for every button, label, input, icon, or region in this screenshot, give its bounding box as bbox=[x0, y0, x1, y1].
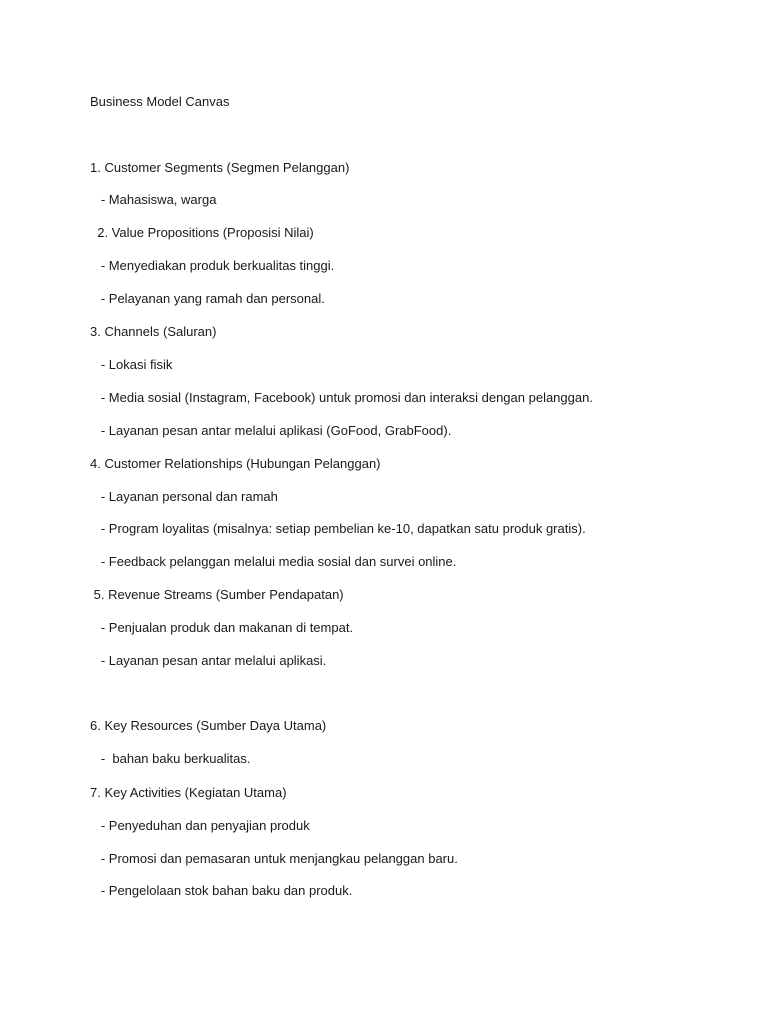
list-item: - Program loyalitas (misalnya: setiap pembelian ke-10, dapatkan satu produk gratis). bbox=[90, 521, 586, 536]
section-heading-value-propositions: 2. Value Propositions (Proposisi Nilai) bbox=[90, 225, 314, 240]
list-item: - Penjualan produk dan makanan di tempat. bbox=[90, 620, 354, 635]
list-item: - Menyediakan produk berkualitas tinggi. bbox=[90, 258, 335, 273]
list-item: - Layanan personal dan ramah bbox=[90, 489, 278, 504]
list-item: - Feedback pelanggan melalui media sosial dan survei online. bbox=[90, 554, 457, 569]
section-heading-revenue-streams: 5. Revenue Streams (Sumber Pendapatan) bbox=[90, 587, 344, 602]
section-heading-key-resources: 6. Key Resources (Sumber Daya Utama) bbox=[90, 718, 327, 733]
list-item: - Layanan pesan antar melalui aplikasi. bbox=[90, 653, 327, 668]
list-item: - bahan baku berkualitas. bbox=[90, 751, 251, 766]
section-heading-channels: 3. Channels (Saluran) bbox=[90, 324, 217, 339]
list-item: - Promosi dan pemasaran untuk menjangkau pelanggan baru. bbox=[90, 851, 458, 866]
list-item: - Media sosial (Instagram, Facebook) untuk promosi dan interaksi dengan pelanggan. bbox=[90, 390, 593, 405]
section-heading-key-activities: 7. Key Activities (Kegiatan Utama) bbox=[90, 785, 287, 800]
document-title: Business Model Canvas bbox=[90, 94, 230, 109]
list-item: - Pelayanan yang ramah dan personal. bbox=[90, 291, 325, 306]
list-item: - Layanan pesan antar melalui aplikasi (GoFood, GrabFood). bbox=[90, 423, 452, 438]
list-item: - Lokasi fisik bbox=[90, 357, 173, 372]
list-item: - Penyeduhan dan penyajian produk bbox=[90, 818, 310, 833]
list-item: - Pengelolaan stok bahan baku dan produk. bbox=[90, 883, 353, 898]
section-heading-customer-segments: 1. Customer Segments (Segmen Pelanggan) bbox=[90, 160, 350, 175]
list-item: - Mahasiswa, warga bbox=[90, 192, 217, 207]
section-heading-customer-relationships: 4. Customer Relationships (Hubungan Pelanggan) bbox=[90, 456, 381, 471]
